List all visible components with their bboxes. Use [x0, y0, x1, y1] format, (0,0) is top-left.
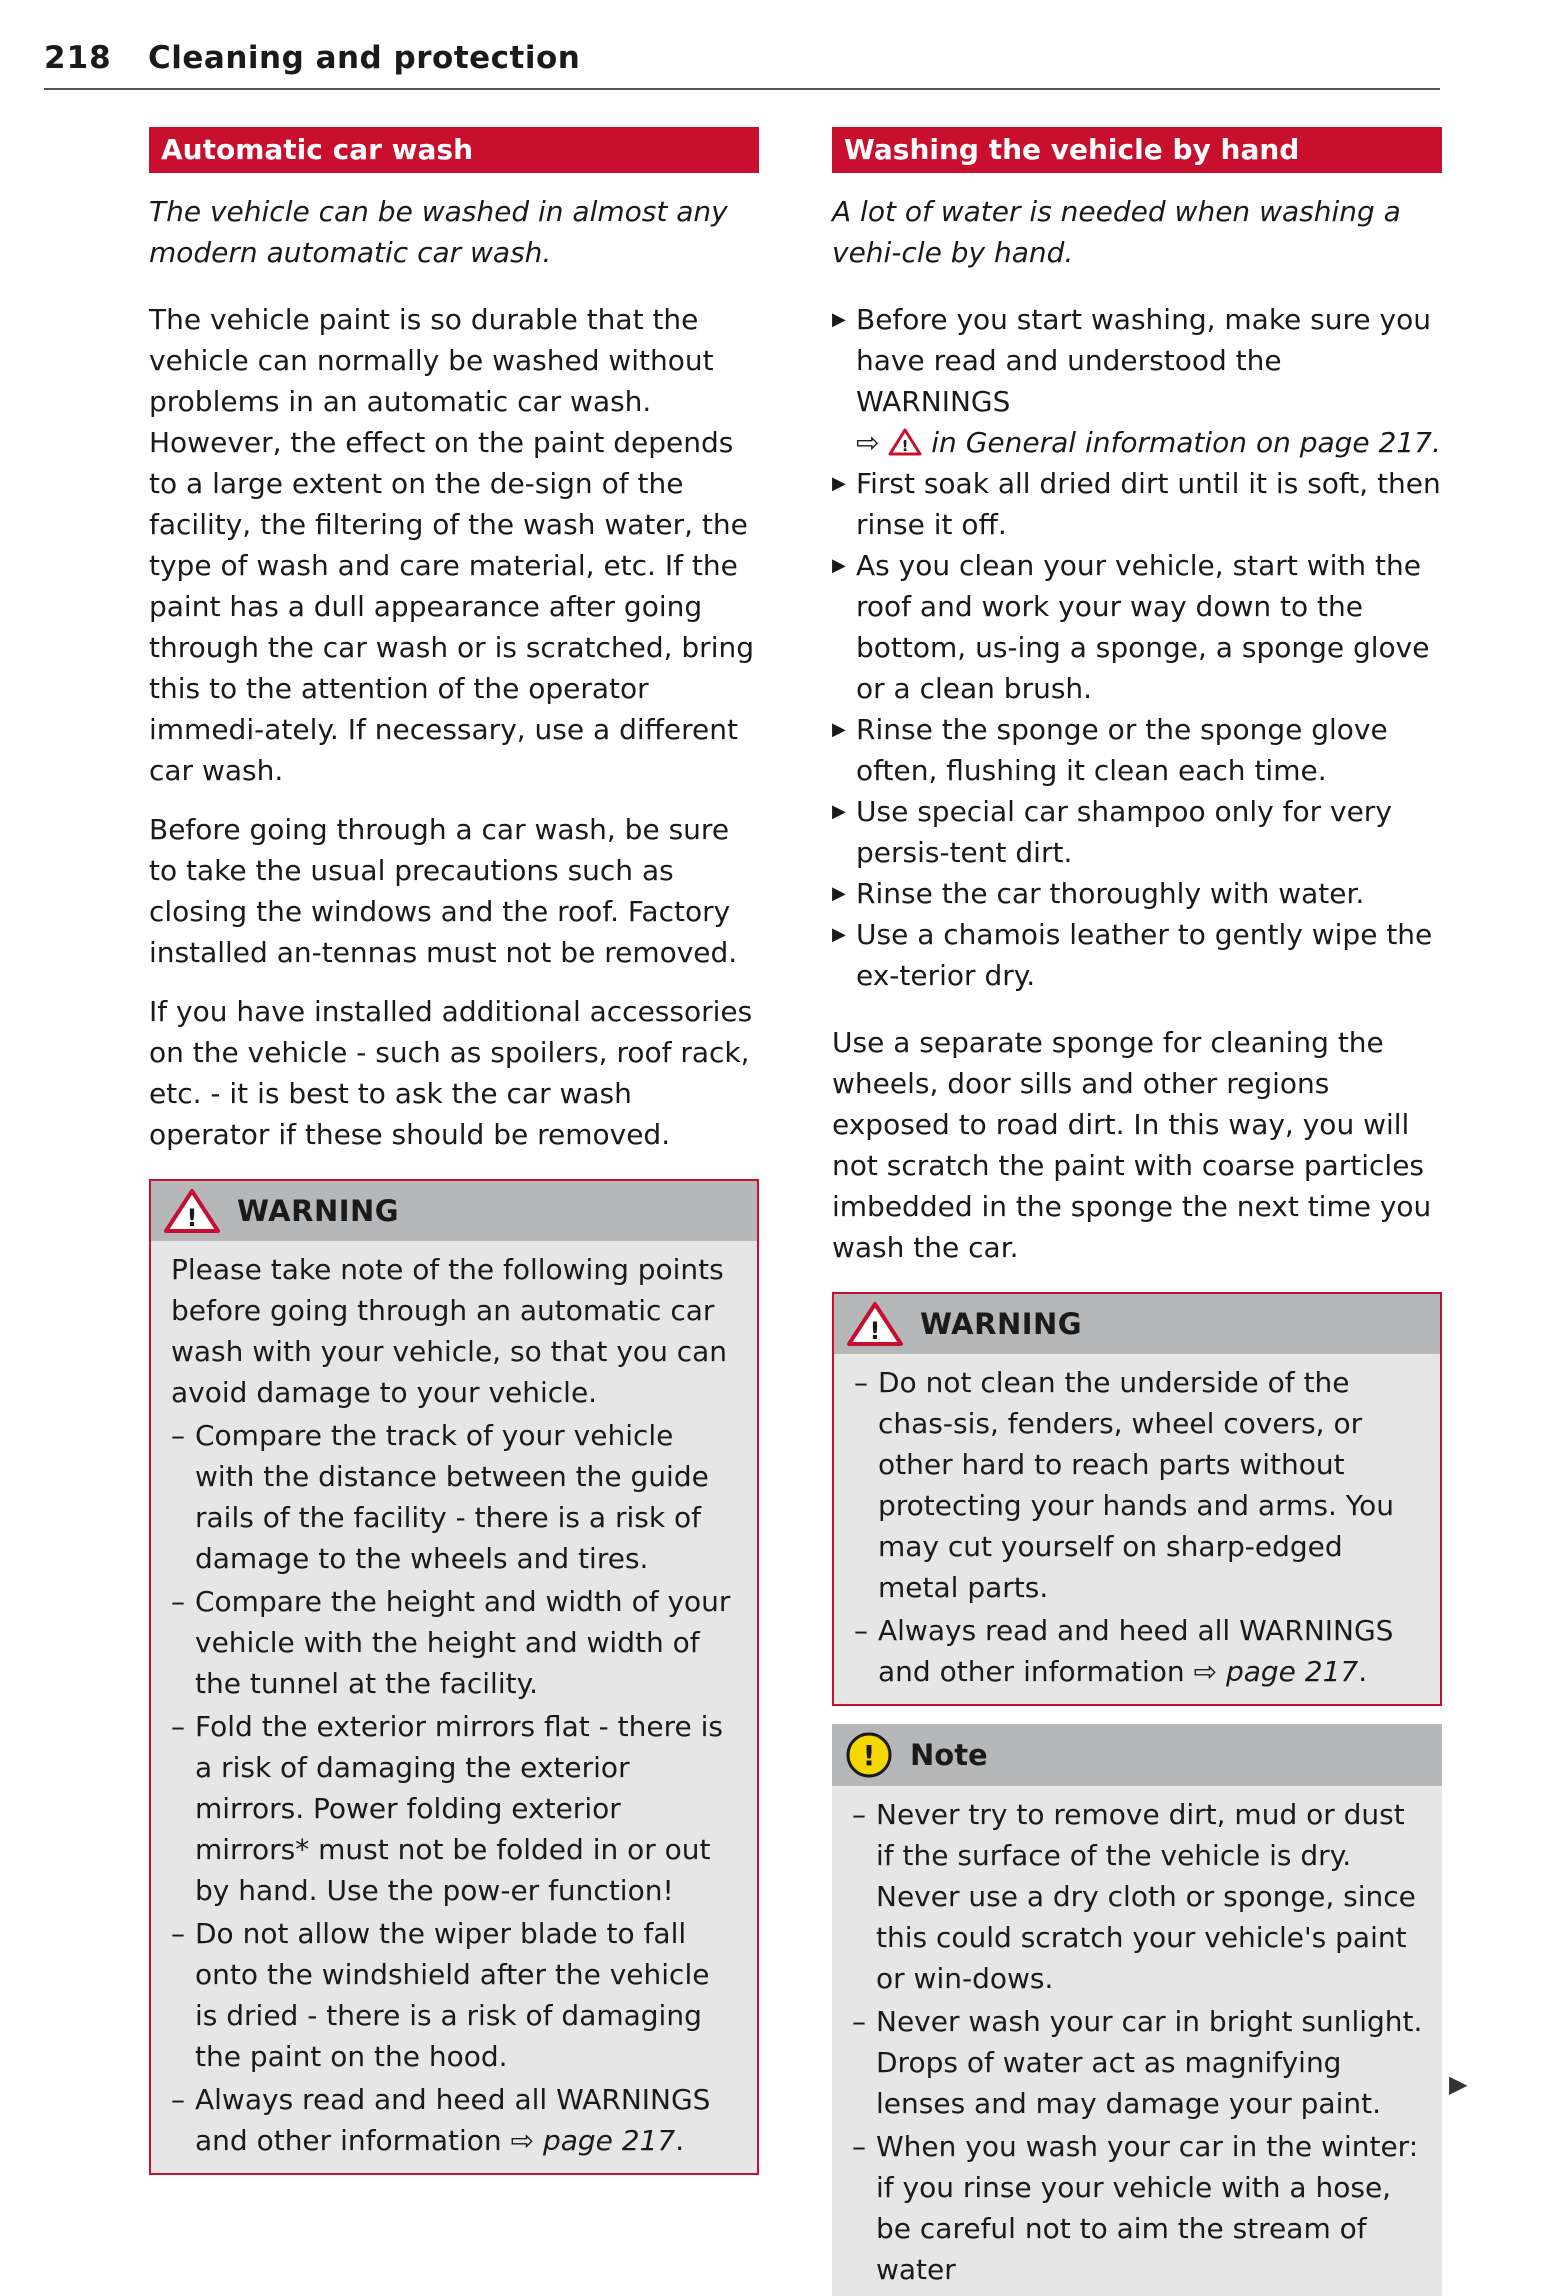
lead-text: A lot of water is needed when washing a vehi-cle by hand.: [832, 195, 1401, 269]
step-item: ▶ Before you start washing, make sure you have read and understood the WARNINGS ⇨ ! in General information on page 217.: [832, 299, 1442, 463]
list-item: – Always read and heed all WARNINGS and other information ⇨ page 217.: [171, 2083, 711, 2157]
section-title-washing-by-hand: Washing the vehicle by hand: [832, 127, 1442, 173]
paragraph: If you have installed additional accessories on the vehicle - such as spoilers, roof rack, etc. - it is best to ask the car wash operator if these should be removed.: [149, 995, 753, 1151]
exclamation-circle-icon: [844, 1730, 894, 1780]
warning-body: [151, 1241, 757, 2173]
xref-arrow-icon: ⇨: [510, 2124, 535, 2157]
list-item: – Do not allow the wiper blade to fall onto the windshield after the vehicle is dried - there is a risk of damaging the paint on the hood.: [171, 1917, 710, 2073]
warning-list: [854, 1362, 1422, 1692]
note-box: [832, 1724, 1442, 2296]
warning-box: [149, 1179, 759, 2175]
warning-header: [151, 1181, 757, 1241]
right-column: [832, 127, 1442, 2296]
list-item: – Do not clean the underside of the chas-sis, fenders, wheel covers, or other hard to reach parts without protecting your hands and arms. You may cut yourself on sharp-edged metal parts.: [854, 1366, 1395, 1604]
page-number: 218: [44, 40, 112, 76]
step-bullet-icon: ▶: [832, 801, 846, 822]
warning-header: [834, 1294, 1440, 1354]
svg-text:!: !: [869, 1317, 881, 1345]
page-reference-link[interactable]: page 217: [1225, 1655, 1359, 1688]
note-list: [852, 1794, 1424, 2290]
instruction-steps: [832, 299, 1442, 996]
note-body: [832, 1786, 1442, 2296]
list-item: – When you wash your car in the winter: if you rinse your vehicle with a hose, be careful not to aim the stream of water: [852, 2130, 1419, 2286]
step-bullet-icon: ▶: [832, 473, 846, 494]
svg-text:!: !: [862, 1739, 876, 1772]
step-item: ▶ Rinse the sponge or the sponge glove often, flushing it clean each time.: [832, 709, 1442, 791]
step-item: ▶ First soak all dried dirt until it is soft, then rinse it off.: [832, 463, 1442, 545]
xref-arrow-icon: ⇨: [856, 426, 880, 459]
step-item: ▶ As you clean your vehicle, start with the roof and work your way down to the bottom, us-ing a sponge, a sponge glove or a clean brush.: [832, 545, 1442, 709]
list-item: – Always read and heed all WARNINGS and other information ⇨ page 217.: [854, 1614, 1394, 1688]
list-item: – Fold the exterior mirrors flat - there is a risk of damaging the exterior mirrors. Power folding exterior mirrors* must not be folded in or out by hand. Use the pow-er function!: [171, 1710, 724, 1907]
page-header-title: Cleaning and protection: [148, 40, 581, 76]
warning-body: [834, 1354, 1440, 1704]
warning-triangle-icon: [846, 1301, 904, 1347]
step-bullet-icon: ▶: [832, 309, 846, 330]
step-bullet-icon: ▶: [832, 555, 846, 576]
section-title-automatic-car-wash: Automatic car wash: [149, 127, 759, 173]
paragraph: Use a separate sponge for cleaning the wheels, door sills and other regions exposed to road dirt. In this way, you will not scratch the paint with coarse particles imbedded in the sponge the next time you wash the car.: [832, 1026, 1432, 1264]
warning-triangle-icon: [163, 1188, 221, 1234]
list-item: – Never try to remove dirt, mud or dust if the surface of the vehicle is dry. Never use a dry cloth or sponge, since this could scratch your vehicle's paint or win-dows.: [852, 1798, 1416, 1995]
general-information-link[interactable]: in General information on page 217.: [922, 426, 1441, 459]
svg-text:!: !: [186, 1204, 198, 1232]
warning-box: [832, 1292, 1442, 1706]
list-item: – Compare the height and width of your vehicle with the height and width of the tunnel at the facility.: [171, 1585, 731, 1700]
continue-arrow-icon: ▶: [1449, 2070, 1468, 2098]
left-column: [149, 127, 759, 2175]
note-label: Note: [910, 1738, 988, 1772]
page-reference-link[interactable]: page 217: [542, 2124, 676, 2157]
svg-text:!: !: [901, 437, 909, 455]
page-header: [44, 40, 1440, 90]
list-item: – Never wash your car in bright sunlight. Drops of water act as magnifying lenses and may damage your paint.: [852, 2005, 1423, 2120]
warning-triangle-icon: [888, 428, 922, 456]
step-item: ▶ Rinse the car thoroughly with water.: [832, 873, 1442, 914]
step-bullet-icon: ▶: [832, 719, 846, 740]
note-header: [832, 1724, 1442, 1786]
warning-list: [171, 1415, 739, 2161]
list-item: – Compare the track of your vehicle with the distance between the guide rails of the facility - there is a risk of damage to the wheels and tires.: [171, 1419, 709, 1575]
xref-arrow-icon: ⇨: [1193, 1655, 1218, 1688]
step-bullet-icon: ▶: [832, 924, 846, 945]
step-item: ▶ Use a chamois leather to gently wipe the ex-terior dry.: [832, 914, 1442, 996]
paragraph: The vehicle paint is so durable that the vehicle can normally be washed without problems in an automatic car wash. However, the effect on the paint depends to a large extent on the de-sign of the facility, the filtering of the wash water, the type of wash and care material, etc. If the paint has a dull appearance after going through the car wash or is scratched, bring this to the attention of the operator immedi-ately. If necessary, use a different car wash.: [149, 303, 754, 787]
warning-intro: Please take note of the following points before going through an automatic car wash with your vehicle, so that you can avoid damage to your vehicle.: [171, 1253, 728, 1409]
paragraph: Before going through a car wash, be sure to take the usual precautions such as closing the windows and the roof. Factory installed an-tennas must not be removed.: [149, 813, 738, 969]
step-bullet-icon: ▶: [832, 883, 846, 904]
warning-label: WARNING: [237, 1194, 400, 1228]
warning-label: WARNING: [920, 1307, 1083, 1341]
step-item: ▶ Use special car shampoo only for very persis-tent dirt.: [832, 791, 1442, 873]
lead-text: The vehicle can be washed in almost any modern automatic car wash.: [149, 195, 728, 269]
